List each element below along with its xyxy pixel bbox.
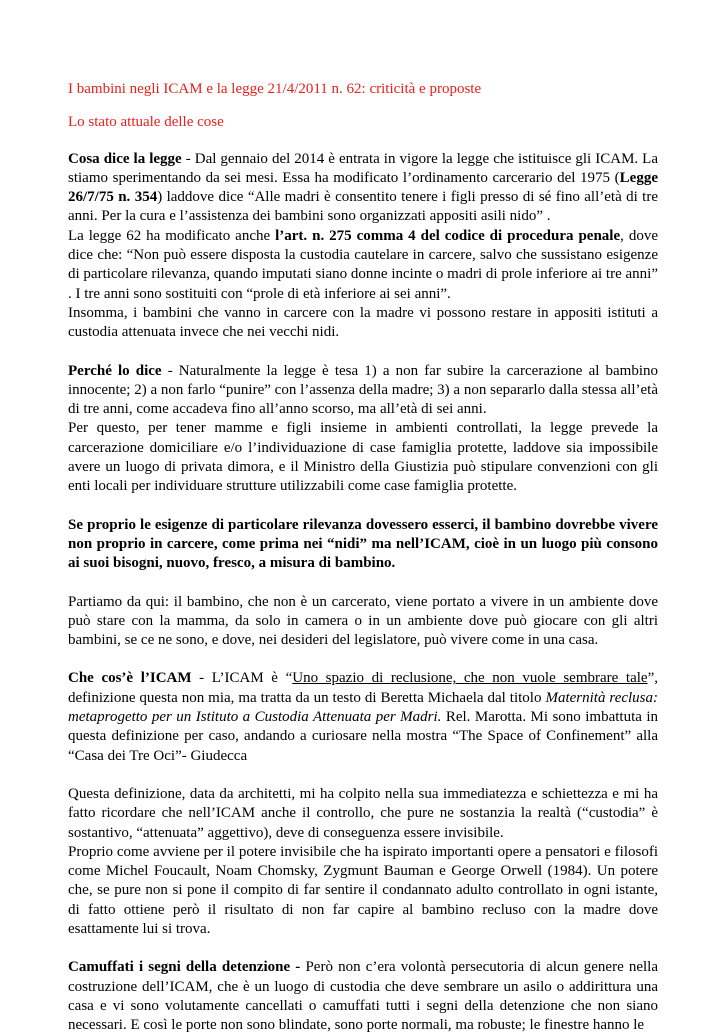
paragraph-partiamo: Partiamo da qui: il bambino, che non è un carcerato, viene portato a vivere in un ambiente dove può stare con la mamma, da solo in camera o in un ambiente dove può giocare con gli altri bambini, se ce ne sono, e dove, nei desideri del legislatore, può vivere come in una casa. — [68, 593, 658, 649]
paragraph-heading: Perché lo dice — [68, 362, 162, 379]
section-heading: Lo stato attuale delle cose — [68, 114, 224, 131]
document-title: I bambini negli ICAM e la legge 21/4/2011 n. 62: criticità e proposte — [68, 81, 482, 97]
paragraph-insomma: Insomma, i bambini che vanno in carcere con la madre vi possono restare in appositi istituti a custodia attenuata invece che nei vecchi nidi. — [68, 304, 658, 341]
paragraph-che-cos-e: Che cos’è l’ICAM - L’ICAM è “Uno spazio di reclusione, che non vuole sembrare tale”, definizione questa non mia, ma tratta da un testo di Beretta Michaela dal titolo Maternità reclusa: metaprogetto per un Istituto a Custodia Attenuata per Madri. Rel. Marotta. Mi sono imbattuta in questa definizione per caso, andando a curiosare nella mostra “The Space of Confinement” alla “Casa dei Tre Oci”- Giudecca — [68, 670, 659, 764]
paragraph-definizione: Questa definizione, data da architetti, mi ha colpito nella sua immediatezza e schiettezza e mi ha fatto ricordare che nell’ICAM anche il controllo, che pure ne sostanzia la realtà (“custodia” è sostantivo, “attenuata” aggettivo), deve di conseguenza essere invisibile. — [68, 785, 658, 841]
paragraph-legge-62: La legge 62 ha modificato anche l’art. n. 275 comma 4 del codice di procedura penale, dove dice che: “Non può essere disposta la custodia cautelare in carcere, salvo che sussistano esigenze di particolare rilevanza, quando imputati siano donne incinte o madri di prole inferiore ai tre anni” . I tre anni sono sostituiti con “prole di età inferiore ai sei anni”. — [68, 227, 658, 302]
document-page — [68, 80, 658, 1035]
underlined-quote: Uno spazio di reclusione, che non vuole sembrare tale — [292, 670, 648, 687]
paragraph-bold-statement: Se proprio le esigenze di particolare rilevanza dovessero esserci, il bambino dovrebbe vivere non proprio in carcere, come prima nei “nidi” ma nell’ICAM, cioè in un luogo più consono ai suoi bisogni, nuovo, fresco, a misura di bambino. — [68, 516, 658, 572]
paragraph-heading: Che cos’è l’ICAM — [68, 670, 192, 687]
paragraph-potere: Proprio come avviene per il potere invisibile che ha ispirato importanti opere a pensatori e filosofi come Michel Foucault, Noam Chomsky, Zygmunt Bauman e George Orwell (1984). Un potere che, se pure non si pone il compito di far sentire il condannato adulto controllato in ogni istante, di fatto ottiene però il risultato di non far capire al bambino recluso con la madre dove esattamente lui si trova. — [68, 843, 658, 937]
paragraph-per-questo: Per questo, per tener mamme e figli insieme in ambienti controllati, la legge prevede la carcerazione domiciliare e/o l’individuazione di case famiglia protette, laddove sia impossibile avere un luogo di privata dimora, e il Ministro della Giustizia può stipulare convenzioni con gli enti locali per individuare strutture utilizzabili come case famiglia protette. — [68, 420, 658, 495]
paragraph-heading: Camuffati i segni della detenzione - — [68, 959, 301, 976]
book-title: Maternità reclusa: metaprogetto per un Istituto a Custodia Attenuata per Madri. — [68, 689, 659, 726]
paragraph-heading: Cosa dice la legge — [68, 150, 182, 167]
paragraph-camuffati: Camuffati i segni della detenzione - Però non c’era volontà persecutoria di alcun genere nella costruzione dell’ICAM, che è un luogo di custodia che deve sembrare un asilo o addirittura una casa e vi sono volutamente cancellati o camuffati tutti i segni della detenzione che non siano necessari. E così le porte non sono blindate, sono porte normali, ma robuste; le finestre hanno le — [68, 959, 659, 1034]
paragraph-cosa-dice: Cosa dice la legge - Dal gennaio del 2014 è entrata in vigore la legge che istituisce gli ICAM. La stiamo sperimentando da sei mesi. Essa ha modificato l’ordinamento carcerario del 1975 (Legge 26/7/75 n. 354) laddove dice “Alle madri è consentito tenere i figli presso di sé fino all’età di tre anni. Per la cura e l’assistenza dei bambini sono organizzati appositi asili nido” . — [68, 150, 658, 225]
paragraph-perche: Perché lo dice - Naturalmente la legge è tesa 1) a non far subire la carcerazione al bambino innocente; 2) a non farlo “punire” con l’assenza della madre; 3) a non separarlo dalla stessa all’età di tre anni, come accadeva fino all’anno scorso, ma all’età di sei anni. — [68, 362, 658, 418]
